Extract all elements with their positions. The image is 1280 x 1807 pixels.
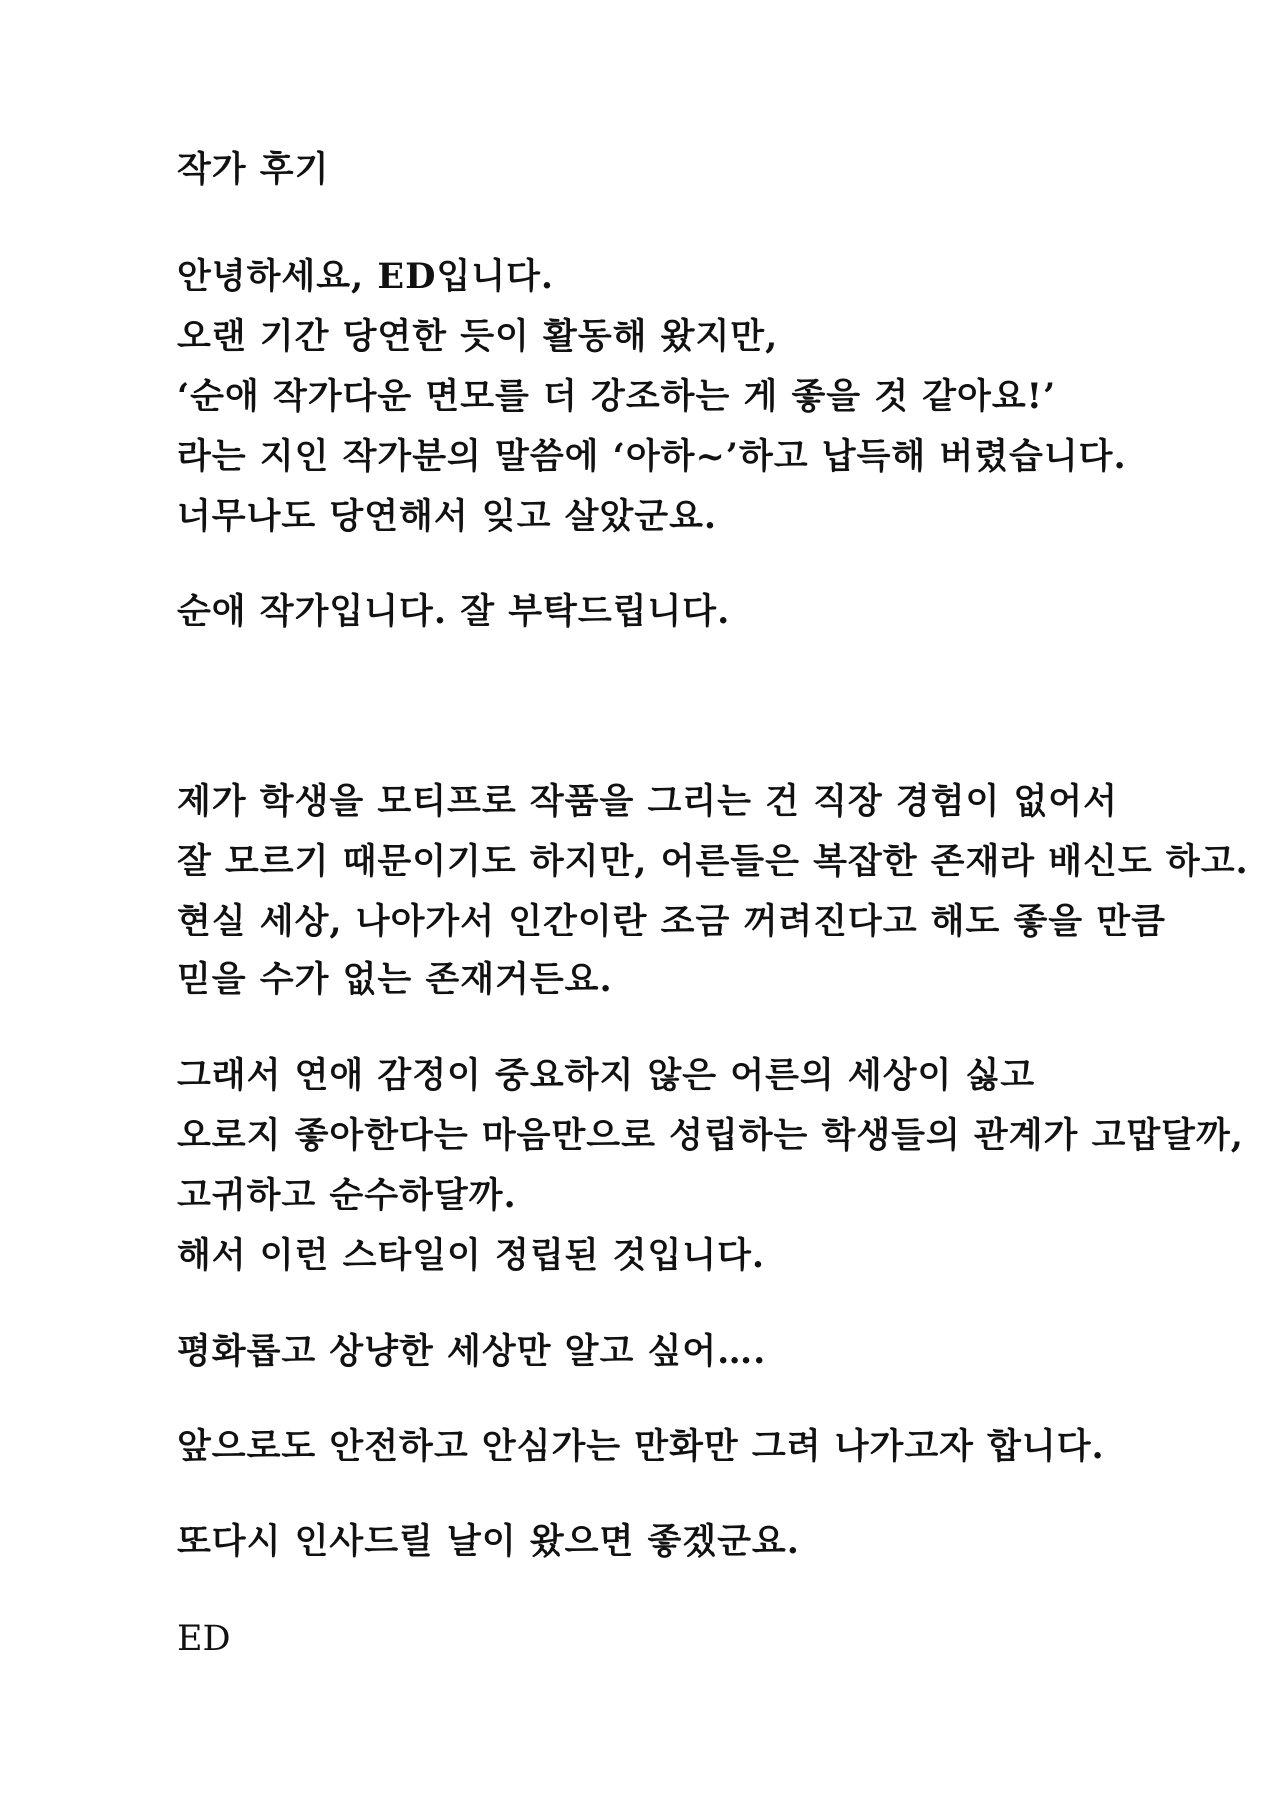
text-line: 제가 학생을 모티프로 작품을 그리는 건 직장 경험이 없어서 (177, 781, 1118, 822)
afterword-title: 작가 후기 (177, 149, 330, 190)
text-line: 순애 작가입니다. 잘 부탁드립니다. (177, 591, 731, 632)
text-line: 안녕하세요, ED입니다. (177, 256, 555, 297)
text-line: 오로지 좋아한다는 마음만으로 성립하는 학생들의 관계가 고맙달까, (177, 1115, 1244, 1156)
text-line: 해서 이런 스타일이 정립된 것입니다. (177, 1235, 766, 1276)
text-line: 너무나도 당연해서 잊고 살았군요. (177, 496, 718, 537)
text-line: 믿을 수가 없는 존재거든요. (177, 959, 613, 1000)
text-line: 라는 지인 작가분의 말씀에 ‘아하~’하고 납득해 버렸습니다. (177, 436, 1127, 477)
text-line: 그래서 연애 감정이 중요하지 않은 어른의 세상이 싫고 (177, 1055, 1036, 1096)
signature: ED (177, 1619, 231, 1659)
text-line: 오랜 기간 당연한 듯이 활동해 왔지만, (177, 316, 779, 357)
text-line: 앞으로도 안전하고 안심가는 만화만 그려 나가고자 합니다. (177, 1426, 1105, 1467)
text-line: 잘 모르기 때문이기도 하지만, 어른들은 복잡한 존재라 배신도 하고. (177, 841, 1249, 882)
text-line: 또다시 인사드릴 날이 왔으면 좋겠군요. (177, 1521, 800, 1562)
text-line: 현실 세상, 나아가서 인간이란 조금 꺼려진다고 해도 좋을 만큼 (177, 901, 1166, 942)
text-line: ‘순애 작가다운 면모를 더 강조하는 게 좋을 것 같아요!’ (177, 376, 1057, 417)
text-line: 고귀하고 순수하달까. (177, 1175, 517, 1216)
text-line: 평화롭고 상냥한 세상만 알고 싶어…. (177, 1331, 767, 1372)
